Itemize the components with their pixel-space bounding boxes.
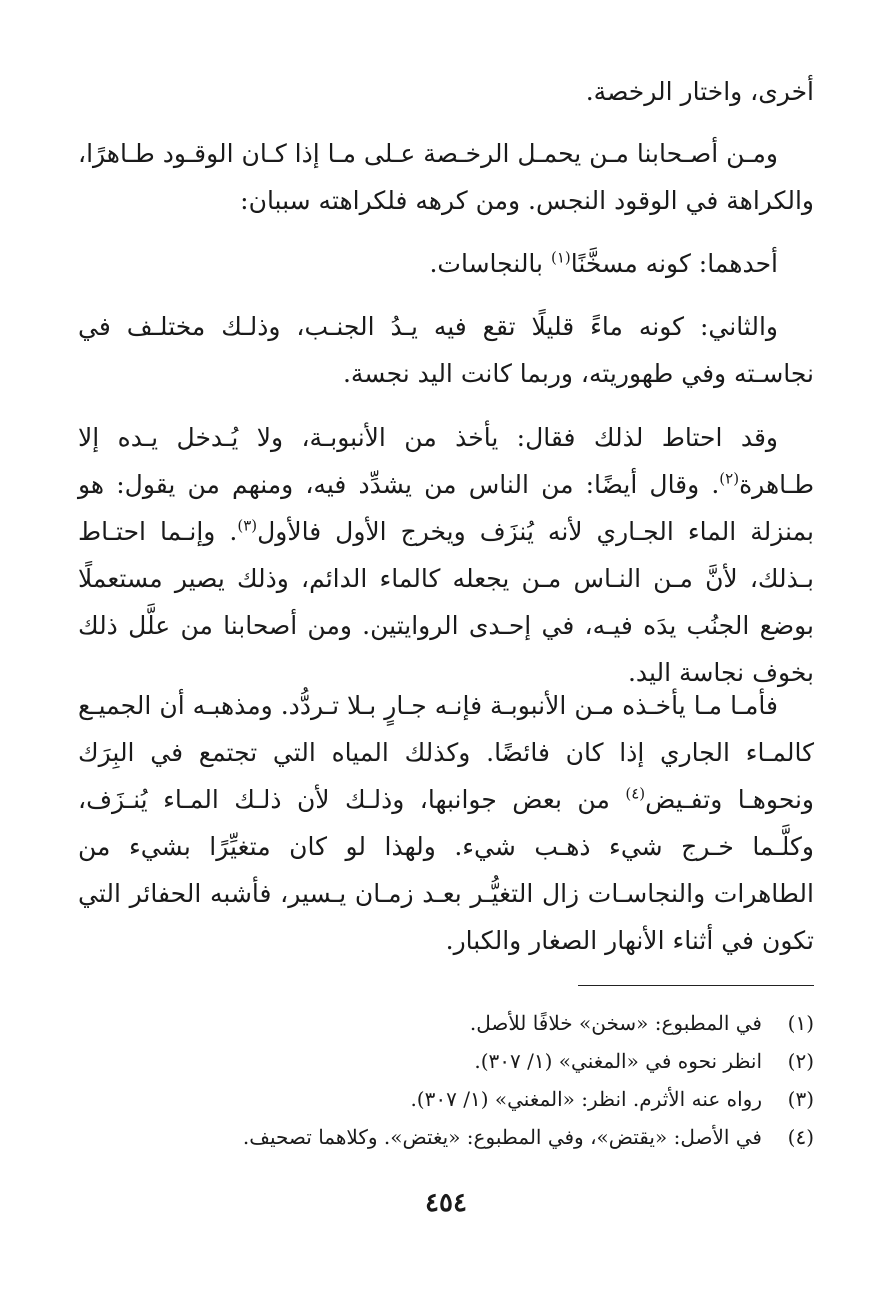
paragraph-5 [78,414,814,696]
footnote-1 [78,1004,814,1042]
paragraph-block-2 [78,130,814,224]
footnote-text: في الأصل: «يقتض»، وفي المطبوع: «يغتض». وكلاهما تصحيف. [242,1125,762,1149]
footnotes [78,1004,814,1156]
paragraph-continuation [78,68,814,115]
paragraph-block-6 [78,682,814,964]
paragraph-5-text-a: وقد احتاط لذلك فقال: يأخذ من الأنبوبـة، ولا يُـدخل يـده إلا طـاهرة [78,423,814,499]
paragraph-1: أخرى، واختار الرخصة. [585,77,814,106]
paragraph-2: ومـن أصـحابنا مـن يحمـل الرخـصة عـلى مـا إذا كـان الوقـود طـاهرًا، والكراهة في الوقود النجس. ومن كرهه فلكراهته سببان: [78,139,814,215]
paragraph-5-text-b: . وقال أيضًا: من الناس من يشدِّد فيه، ومنهم من يقول: هو بمنزلة الماء الجـاري لأنه يُنزَف ويخرج الأول فالأول [78,470,814,546]
footnote-ref-1: (١) [550,248,571,267]
paragraph-6-text-b: من بعض جوانبها، وذلـك لأن ذلـك المـاء يُنـزَف، وكلَّـما خـرج شيء ذهـب شيء. ولهذا لو كان متغيِّرًا بشيء من الطاهرات والنجاسـات زال التغيُّـر بعـد زمـان يـسير، فأشبه الحفائر التي تكون في أثناء الأنهار الصغار والكبار. [78,785,814,955]
paragraph-3-text-b: بالنجاسات. [429,249,551,278]
footnote-ref-2: (٢) [719,469,740,488]
footnote-ref-4: (٤) [625,784,646,803]
paragraph-5-text-c: . وإنـما احتـاط بـذلك، لأنَّ مـن النـاس مـن يجعله كالماء الدائم، وذلك يصير مستعملًا بوضع الجنُب يدَه فيـه، في إحـدى الروايتين. ومن أصحابنا من علَّل ذلك بخوف نجاسة اليد. [78,517,814,687]
paragraph-block-4 [78,303,814,397]
footnote-text: انظر نحوه في «المغني» (١/ ٣٠٧). [474,1049,762,1073]
footnote-ref-3: (٣) [237,516,258,535]
paragraph-6 [78,682,814,964]
paragraph-3 [78,240,814,287]
paragraph-4: والثاني: كونه ماءً قليلًا تقع فيه يـدُ الجنـب، وذلـك مختلـف في نجاسـته وفي طهوريته، وربما كانت اليد نجسة. [78,312,814,388]
footnote-text: رواه عنه الأثرم. انظر: «المغني» (١/ ٣٠٧). [410,1087,762,1111]
paragraph-block-5 [78,414,814,696]
footnote-number: (٢) [787,1049,814,1073]
footnote-4 [78,1118,814,1156]
paragraph-3-text-a: أحدهما: كونه مسخَّنًا [570,249,778,278]
footnote-2 [78,1042,814,1080]
footnote-text: في المطبوع: «سخن» خلافًا للأصل. [469,1011,762,1035]
footnote-number: (٤) [787,1125,814,1149]
paragraph-6-text-a: فأمـا مـا يأخـذه مـن الأنبوبـة فإنـه جـارٍ بـلا تـردُّد. ومذهبـه أن الجميـع كالمـاء الجاري إذا كان فائضًا. وكذلك المياه التي تجتمع في البِرَك ونحوهـا وتفـيض [78,691,814,814]
paragraph-block-3 [78,240,814,287]
footnote-separator [578,985,814,986]
footnote-3 [78,1080,814,1118]
footnote-number: (٣) [787,1087,814,1111]
footnote-number: (١) [787,1011,814,1035]
page-number: ٤٥٤ [425,1188,467,1218]
